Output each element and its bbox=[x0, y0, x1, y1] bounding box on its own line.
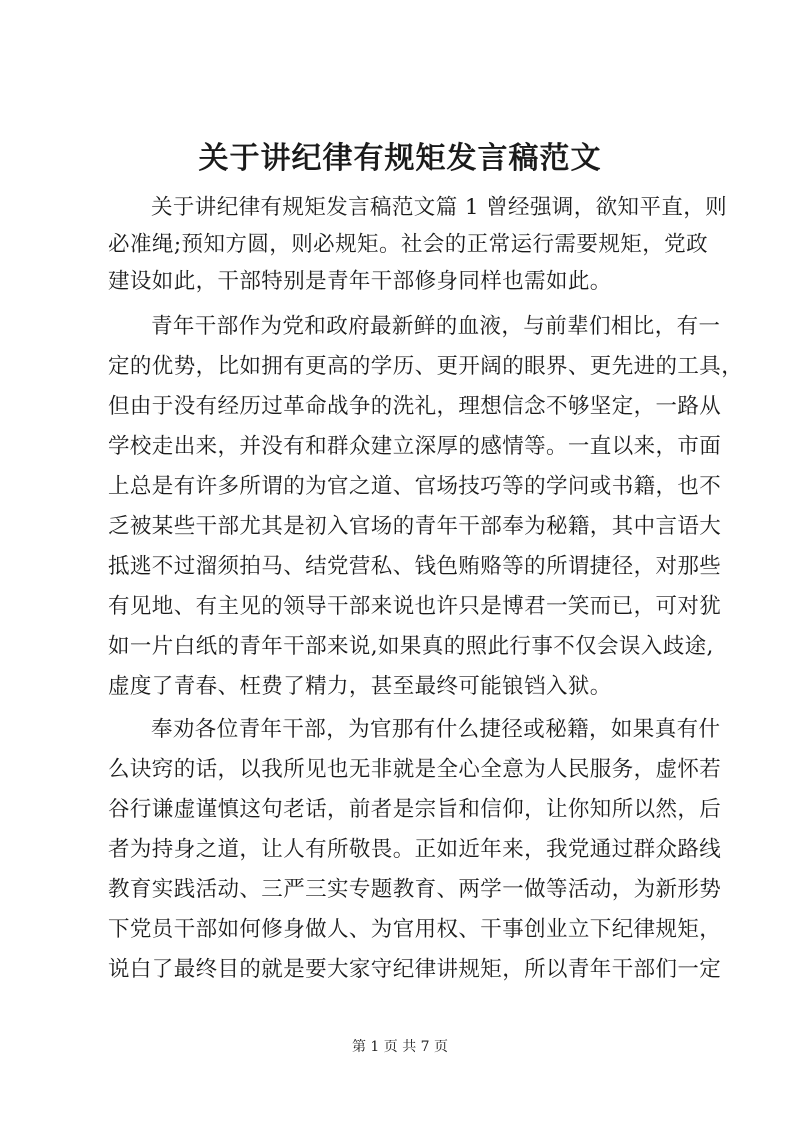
paragraph-line: 教育实践活动、三严三实专题教育、两学一做等活动，为新形势 bbox=[108, 877, 722, 902]
paragraph-line: 但由于没有经历过革命战争的洗礼，理想信念不够坚定，一路从 bbox=[108, 394, 722, 419]
page-number-footer: 第 1 页 共 7 页 bbox=[351, 1039, 449, 1055]
paragraph-line: 青年干部作为党和政府最新鲜的血液，与前辈们相比，有一 bbox=[151, 314, 721, 339]
paragraph-line: 关于讲纪律有规矩发言稿范文篇 1 曾经强调，欲知平直，则 bbox=[151, 195, 728, 220]
paragraph-line: 定的优势，比如拥有更高的学历、更开阔的眼界、更先进的工具， bbox=[108, 354, 744, 379]
paragraph-line: 建设如此，干部特别是青年干部修身同样也需如此。 bbox=[108, 269, 612, 294]
paragraph-line: 谷行谦虚谨慎这句老话，前者是宗旨和信仰，让你知所以然，后 bbox=[108, 797, 722, 822]
document-title: 关于讲纪律有规矩发言稿范文 bbox=[198, 141, 602, 176]
paragraph-line: 有见地、有主见的领导干部来说也许只是博君一笑而已，可对犹 bbox=[108, 594, 722, 619]
paragraph-line: 如一片白纸的青年干部来说,如果真的照此行事不仅会误入歧途, bbox=[108, 634, 714, 659]
paragraph-line: 下党员干部如何修身做人、为官用权、干事创业立下纪律规矩， bbox=[108, 917, 722, 942]
paragraph-line: 说白了最终目的就是要大家守纪律讲规矩，所以青年干部们一定 bbox=[108, 957, 722, 982]
paragraph-line: 虚度了青春、枉费了精力，甚至最终可能锒铛入狱。 bbox=[108, 674, 612, 699]
paragraph-line: 么诀窍的话，以我所见也无非就是全心全意为人民服务，虚怀若 bbox=[108, 757, 722, 782]
paragraph-line: 者为持身之道，让人有所敬畏。正如近年来，我党通过群众路线 bbox=[108, 837, 722, 862]
paragraph-line: 必准绳;预知方圆，则必规矩。社会的正常运行需要规矩，党政 bbox=[108, 232, 708, 257]
paragraph-line: 抵逃不过溜须拍马、结党营私、钱色贿赂等的所谓捷径，对那些 bbox=[108, 554, 722, 579]
paragraph-line: 上总是有许多所谓的为官之道、官场技巧等的学问或书籍，也不 bbox=[108, 474, 722, 499]
paragraph-line: 学校走出来，并没有和群众建立深厚的感情等。一直以来，市面 bbox=[108, 434, 722, 459]
paragraph-line: 奉劝各位青年干部，为官那有什么捷径或秘籍，如果真有什 bbox=[151, 717, 721, 742]
paragraph-line: 乏被某些干部尤其是初入官场的青年干部奉为秘籍，其中言语大 bbox=[108, 514, 722, 539]
